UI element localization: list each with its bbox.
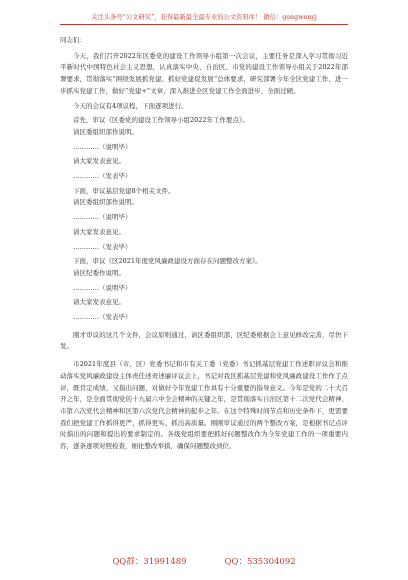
item3-report-done: …………（说明毕） bbox=[73, 283, 132, 292]
agenda-item-1: 首先，审议《区委党的建设工作领导小组2022年工作要点》。 bbox=[73, 116, 249, 125]
top-banner: 关注头条号“公文研究”，获得最新最全最专业的公文资料库！ 微信：gongwenyj bbox=[91, 14, 317, 21]
agenda-item-3: 下面，审议《区2021年度党风廉政建设方面存在问题整改方案》。 bbox=[73, 257, 262, 266]
agenda-line: 今天的会议有4项议程，下面逐项进行。 bbox=[73, 101, 188, 110]
intro-paragraph: 今天，我们召开2022年区委党的建设工作领导小组第一次会议，主要任务是深入学习贯彻习近平新时代中国特色社会主义思想，认真落实中央、自治区、市党的建设工作领导小组关于2022年部署要求，贯彻落实“围绕发展抓党建、抓好党建促发展”总体要求，研究部署今年全区党建工作，进一步抓实党建工作，做好“党建+”文章，深入推进全区党建工作全面进步、全面过硬。 bbox=[60, 51, 348, 95]
agenda-item-2: 下面，审议基层党建8个相关文件。 bbox=[73, 186, 175, 195]
banner-divider bbox=[60, 24, 348, 25]
item2-report-request: 请区委组织部作说明。 bbox=[73, 198, 138, 207]
summary-paragraph: 刚才审议的这几个文件，会议原则通过，请区委组织部、区纪委根据会上意见修改完善，尽快下发。 bbox=[60, 330, 348, 351]
item2-discuss-done: …………（发表毕） bbox=[73, 242, 132, 251]
greeting: 同志们： bbox=[60, 36, 86, 44]
footer-qq: QQ：535304092 bbox=[224, 557, 296, 567]
item1-report-request: 请区委组织部作说明。 bbox=[73, 127, 138, 136]
item2-report-done: …………（说明毕） bbox=[73, 213, 132, 222]
item2-discuss-request: 请大家发表意见。 bbox=[73, 227, 125, 236]
item3-report-request: 请区纪委作说明。 bbox=[73, 268, 125, 277]
item1-discuss-request: 请大家发表意见。 bbox=[73, 157, 125, 166]
document-body bbox=[60, 35, 348, 453]
item3-discuss-done: …………（发表毕） bbox=[73, 313, 132, 322]
item1-discuss-done: …………（发表毕） bbox=[73, 172, 132, 181]
closing-paragraph: 市2021年度县（市、区）党委书记和市有关工委（党委）书记抓基层党建工作述职评议会和推动落实党风廉政建设主体责任述责述廉评议会上，书记对我区抓基层党建和党风廉政建设工作作了点评，既肯定成绩，又指出问题，对做好今年党建工作具有十分重要的指导意义。今年是党的二十大召开之年，是全面贯彻党的十九届六中全会精神的关键之年，是贯彻落实自治区第十二次党代会精神、市第六次党代会精神和区第六次党代会精神的起步之年。在这个特殊时间节点和历史条件下，更需要我们把党建工作抓得更严、抓得更实、抓出高质量。刚刚审议通过的两个整改方案，是根据书记点评时指出的问题和提出的要求制定的。各级党组织要把抓好问题整改作为今年党建工作的一项重要内容，逐条逐项对照检查，细化整改举措，确保问题整改到位。 bbox=[60, 360, 348, 451]
footer-banner bbox=[0, 557, 408, 567]
item1-report-done: …………（说明毕） bbox=[73, 142, 132, 151]
footer-qq-group: QQ群：31991489 bbox=[112, 557, 187, 567]
item3-discuss-request: 请大家发表意见。 bbox=[73, 298, 125, 307]
